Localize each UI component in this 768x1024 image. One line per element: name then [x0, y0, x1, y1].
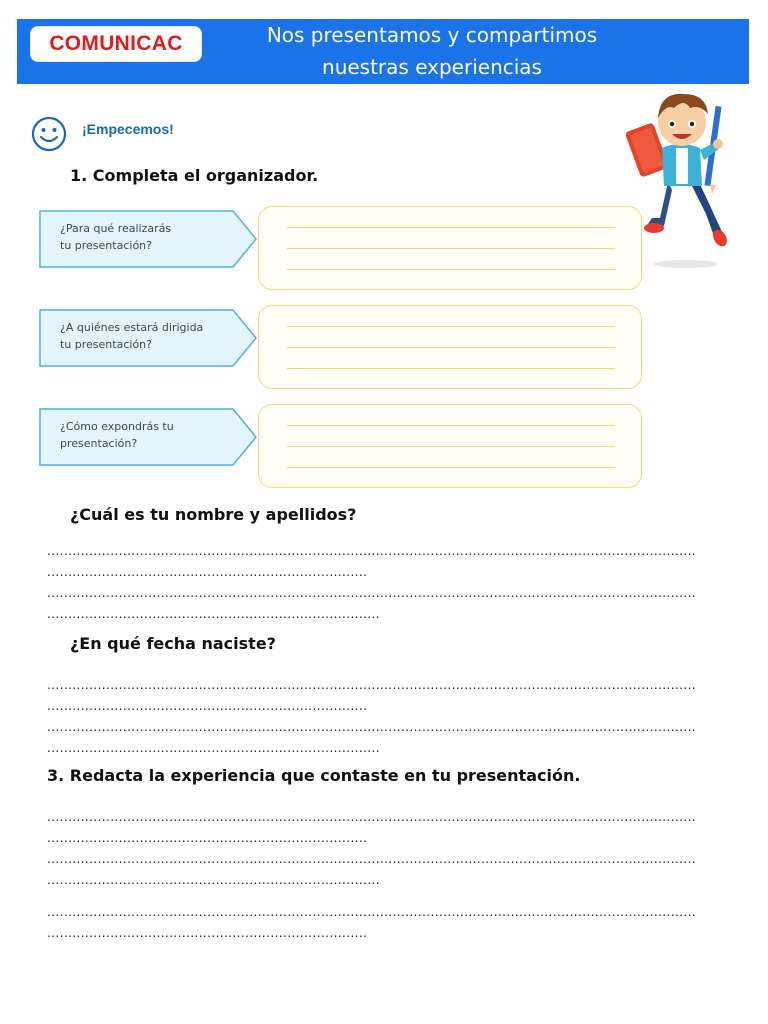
- header-banner: [17, 19, 749, 84]
- answer-line[interactable]: ............................................................................: [47, 831, 368, 845]
- answer-line[interactable]: ..........................................................................................................................................................: [47, 678, 697, 692]
- answer-line[interactable]: ...............................................................................: [47, 607, 380, 621]
- activity-1-heading: 1. Completa el organizador.: [70, 166, 319, 185]
- writing-line: [287, 227, 615, 228]
- organizer-answer-box[interactable]: [258, 404, 642, 488]
- writing-line: [287, 467, 615, 468]
- organizer-row: [39, 305, 644, 391]
- title-line-2: nuestras experiencias: [322, 55, 542, 79]
- answer-line[interactable]: ..........................................................................................................................................................: [47, 720, 697, 734]
- organizer-prompt-text: [60, 319, 230, 353]
- organizer-row: [39, 404, 644, 490]
- organizer-prompt-text: [60, 220, 230, 254]
- prompt-line: tu presentación?: [60, 239, 152, 252]
- name-question: ¿Cuál es tu nombre y apellidos?: [70, 505, 357, 524]
- smiley-icon: [31, 116, 67, 152]
- writing-line: [287, 347, 615, 348]
- answer-line[interactable]: ..........................................................................................................................................................: [47, 905, 697, 919]
- birth-question: ¿En qué fecha naciste?: [70, 634, 276, 653]
- organizer-answer-box[interactable]: [258, 206, 642, 290]
- answer-line[interactable]: ...............................................................................: [47, 741, 380, 755]
- answer-line[interactable]: ..........................................................................................................................................................: [47, 852, 697, 866]
- prompt-line: ¿A quiénes estará dirigida: [60, 321, 204, 334]
- subject-badge: COMUNICAC: [30, 26, 202, 62]
- answer-line[interactable]: ............................................................................: [47, 926, 368, 940]
- prompt-line: ¿Cómo expondrás tu: [60, 420, 174, 433]
- answer-line[interactable]: ...............................................................................: [47, 873, 380, 887]
- writing-line: [287, 248, 615, 249]
- page-title: [242, 19, 622, 84]
- prompt-line: tu presentación?: [60, 338, 152, 351]
- writing-line: [287, 425, 615, 426]
- prompt-line: ¿Para qué realizarás: [60, 222, 172, 235]
- title-line-1: Nos presentamos y compartimos: [266, 23, 598, 47]
- writing-line: [287, 326, 615, 327]
- organizer-prompt-text: [60, 418, 230, 452]
- activity-3-heading: 3. Redacta la experiencia que contaste en tu presentación.: [47, 766, 581, 785]
- prompt-line: presentación?: [60, 437, 138, 450]
- writing-line: [287, 368, 615, 369]
- answer-line[interactable]: ..........................................................................................................................................................: [47, 586, 697, 600]
- organizer-row: [39, 206, 644, 292]
- answer-line[interactable]: ..........................................................................................................................................................: [47, 810, 697, 824]
- answer-line[interactable]: ............................................................................: [47, 565, 368, 579]
- writing-line: [287, 446, 615, 447]
- organizer-answer-box[interactable]: [258, 305, 642, 389]
- intro-label: ¡Empecemos!: [82, 121, 174, 137]
- answer-line[interactable]: ............................................................................: [47, 699, 368, 713]
- answer-line[interactable]: ..........................................................................................................................................................: [47, 544, 697, 558]
- writing-line: [287, 269, 615, 270]
